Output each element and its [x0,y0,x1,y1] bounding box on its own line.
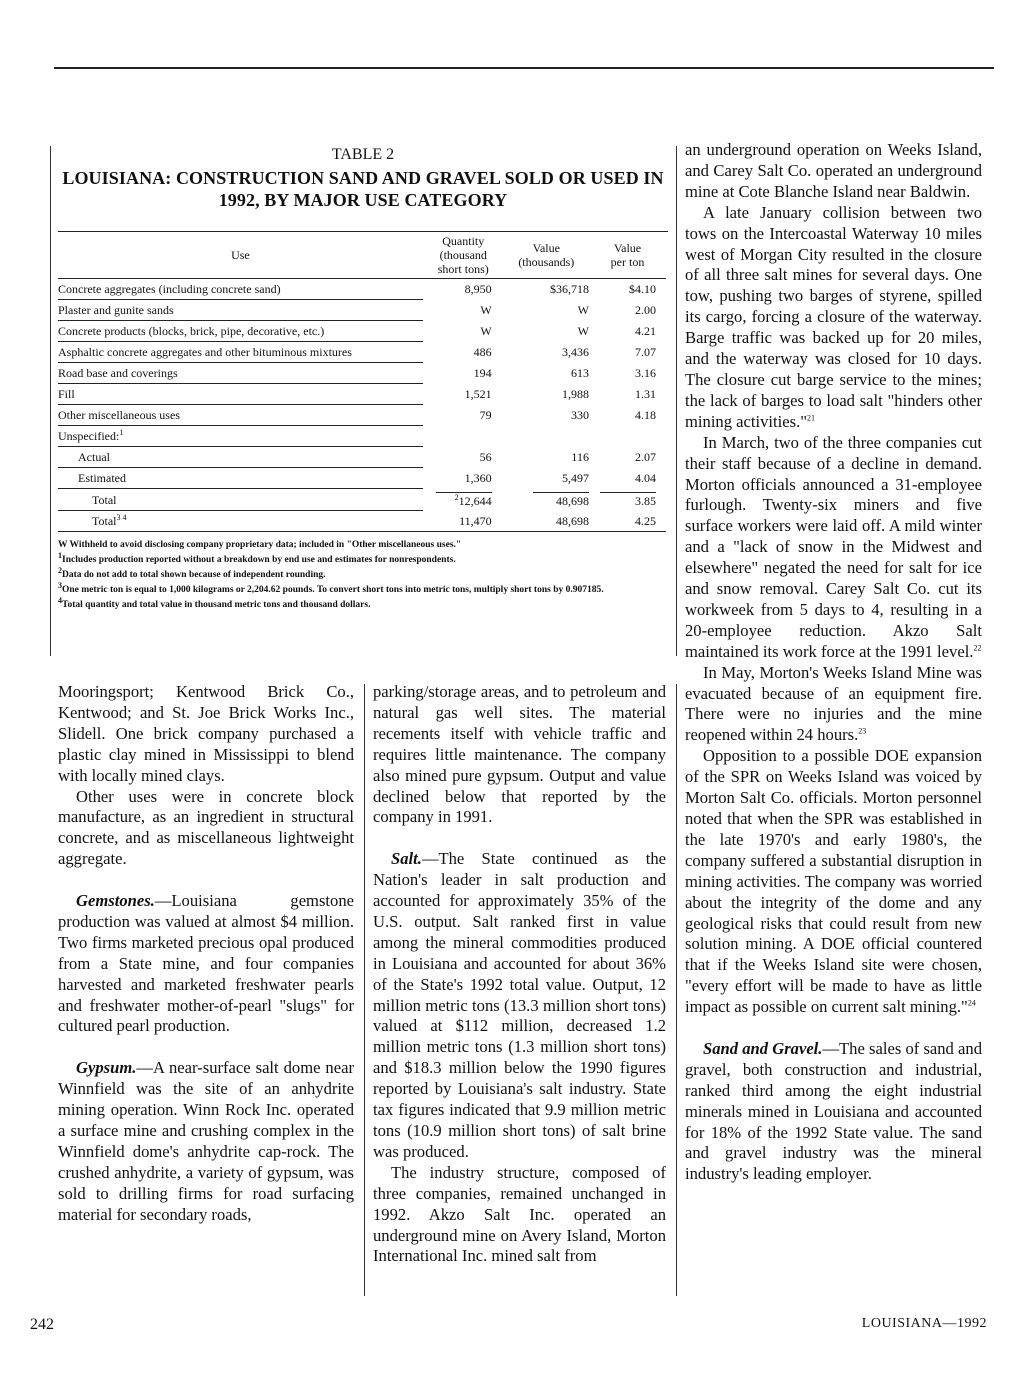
paragraph [685,203,982,433]
header-quantity [423,232,504,279]
row-quantity-text: 12,644 [458,493,492,508]
footnote-4 [58,595,668,613]
paragraph: parking/storage areas, and to petroleum and natural gas well sites. The material recements itself with vehicle traffic and requires little maintenance. The company also mined pure gypsum. Output and value declined below that reported by the company in 1991. [373,682,666,827]
header-value-line-1: Value [532,241,560,255]
row-value: 48,698 [504,511,589,532]
table-row [58,279,666,300]
paragraph-text: —Louisiana gemstone production was valued at almost $4 million. Two firms marketed precious opal produced from a State mine, and four companies harvested and marketed freshwater pearls and freshwater mother-of-pearl "slugs" for cultured pearl production. [58,891,354,1036]
paragraph-text: Opposition to a possible DOE expansion of the SPR on Weeks Island was voiced by Morton Salt Co. officials. Morton personnel noted that when the SPR was established in the late 1970's and early 1980's, the company suffered a substantial disruption in mining activities. The company was worried about the integrity of the dome and any geological risks that could result from new solution mining. A DOE official countered that if the Weeks Island site were chosen, "every effort will be made to have as little impact as possible on current salt mining." [685,746,982,1017]
table-row [58,426,666,447]
row-use: Other miscellaneous uses [58,405,423,426]
section-heading-salt: Salt. [391,849,422,869]
header-quantity-line-2: (thousand [439,248,487,262]
row-quantity: 79 [479,408,492,422]
table-title-line-1: LOUISIANA: CONSTRUCTION SAND AND GRAVEL SOLD OR USED IN [62,168,664,188]
table-title-line-2: 1992, BY MAJOR USE CATEGORY [218,190,508,210]
row-value: W [577,303,589,317]
footnote-text: Data do not add to total shown because of independent rounding. [62,570,326,580]
table-title [58,167,668,211]
row-value: 613 [570,366,589,380]
row-quantity: 11,470 [423,511,504,532]
row-per-ton [589,426,666,447]
paragraph-salt [373,849,666,1163]
paragraph-text: —The State continued as the Nation's leader in salt production and accounted for approximately 35% of the U.S. output. Salt ranked first in value among the mineral commodities produced in Louisiana and accounted for about 36% of the State's 1992 total value. Output, 12 million metric tons (13.3 million short tons) valued at $112 million, decreased 1.2 million metric tons (1.3 million short tons) and $18.3 million below the 1990 figures reported by Louisiana's salt industry. State tax figures indicated that 9.9 million metric tons (10.9 million short tons) of salt brine was produced. [373,849,666,1161]
header-quantity-line-3: short tons) [437,262,489,276]
footnote-mark: 4 [58,595,62,605]
paragraph-text: —The sales of sand and gravel, both construction and industrial, ranked third among the eight industrial minerals mined in Louisiana and accounted for 18% of the 1992 State value. The sand and gravel industry was the mineral industry's leading employer. [685,1038,982,1184]
footnote-mark: 22 [973,643,982,653]
row-per-ton: 7.07 [635,345,656,359]
row-per-ton: 4.21 [635,324,656,338]
paragraph-gypsum [58,1058,354,1225]
footnote-mark: 1 [119,428,124,437]
table-caption: TABLE 2 [331,146,395,163]
footnote-text: Total quantity and total value in thousand metric tons and thousand dollars. [62,600,371,610]
table-row [58,342,666,363]
row-per-ton: $4.10 [629,282,656,297]
running-title: LOUISIANA—1992 [861,1316,987,1331]
footnote-mark: 21 [807,413,815,423]
data-table [58,232,666,532]
section-heading-gypsum: Gypsum. [76,1058,137,1078]
text-column-1 [58,682,354,1226]
footnote-mark: 23 [858,726,867,736]
paragraph-text: In May, Morton's Weeks Island Mine was evacuated because of an equipment fire. There were no injuries and the mine reopened within 24 hours. [685,662,982,745]
column-rule-table-right [676,146,677,656]
row-value: 1,988 [561,387,589,401]
footnote-1 [58,550,668,568]
section-heading-sand-gravel: Sand and Gravel. [703,1038,823,1058]
row-value [504,489,589,511]
text-column-2 [373,682,666,1267]
column-rule-right [676,684,677,1296]
footnote-3 [58,580,668,598]
row-use-text: Total [92,514,117,528]
footnote-w: W Withheld to avoid disclosing company proprietary data; included in "Other miscellaneous uses." [58,540,462,550]
row-per-ton: 4.25 [589,511,666,532]
table-row [58,489,666,511]
row-value: 3,436 [561,345,589,359]
row-use: Total [58,489,423,511]
footnote-mark: 1 [58,550,62,560]
footnote-mark: 2 [454,492,459,502]
top-rule [54,67,994,69]
row-per-ton: 2.07 [635,450,656,464]
table-row [58,384,666,405]
row-per-ton: 1.31 [635,387,656,401]
row-use: Plaster and gunite sands [58,300,423,321]
row-use: Road base and coverings [58,363,423,384]
column-rule-table-left [50,146,51,656]
row-value: 5,497 [561,471,589,485]
table-row [58,363,666,384]
row-value: 116 [571,450,589,464]
row-quantity [423,426,504,447]
paragraph-gemstones [58,891,354,1037]
header-quantity-line-1: Quantity [442,234,485,248]
table-row [58,447,666,468]
table-row [58,468,666,489]
row-use: Concrete products (blocks, brick, pipe, decorative, etc.) [58,321,423,342]
footnote-mark: 3 [58,580,62,590]
paragraph-text: A late January collision between two tows on the Intercoastal Waterway 10 miles west of Morgan City resulted in the closure of all three salt mines for several days. One tow, pushing two barges of styrene, spilled its cargo, forcing a closure of the waterway. Barge traffic was backed up for 20 miles, and the waterway was closed for 10 days. The closure cut barge service to the mines; the lack of barges to load salt "hinders other mining activities." [685,202,982,431]
paragraph: an underground operation on Weeks Island, and Carey Salt Co. operated an underground mine at Cote Blanche Island near Baldwin. [685,140,982,201]
row-quantity: 486 [473,345,492,359]
row-use: Estimated [58,468,423,489]
paragraph-sand-gravel [685,1039,982,1185]
row-quantity: 194 [473,366,492,380]
row-use: Asphaltic concrete aggregates and other bituminous mixtures [58,342,423,363]
table-2 [58,145,668,613]
header-per-ton-line-2: per ton [610,255,645,269]
column-rule-left [364,684,365,1296]
header-per-ton-line-1: Value [613,241,642,255]
table-row [58,300,666,321]
header-per-ton [589,232,666,279]
table-header-row [58,232,666,279]
text-column-3 [685,140,982,1185]
row-use: Fill [58,384,423,405]
section-heading-gemstones: Gemstones. [76,891,155,911]
paragraph [685,746,982,1018]
paragraph: The industry structure, composed of three companies, remained unchanged in 1992. Akzo Salt Inc. operated an underground mine on Avery Island, Morton International Inc. mined salt from [373,1162,666,1266]
paragraph-text: —A near-surface salt dome near Winnfield was the site of an anhydrite mining operation. Winn Rock Inc. operated a surface mine and crushing complex in the Winnfield dome's anhydrite cap-rock. The crushed anhydrite, a variety of gypsum, was sold to drilling firms for road surfacing material for secondary roads, [58,1058,354,1224]
table-row [58,321,666,342]
row-value: 330 [570,408,589,422]
row-quantity [423,489,504,511]
row-quantity: 56 [479,450,492,464]
row-use-text: Unspecified: [58,429,120,443]
row-value [504,426,589,447]
paragraph: Mooringsport; Kentwood Brick Co., Kentwood; and St. Joe Brick Works Inc., Slidell. One brick company purchased a plastic clay mined in Mississippi to blend with locally mined clays. [58,682,354,785]
row-use [58,511,423,532]
footnote-mark: 2 [58,565,62,575]
row-quantity: 8,950 [464,282,492,297]
table-row [58,405,666,426]
header-value-line-2: (thousands) [518,255,575,269]
row-value-text: 48,698 [533,492,589,508]
row-per-ton-text: 3.85 [600,492,656,508]
row-per-ton [589,489,666,511]
footnote-text: Includes production reported without a breakdown by end use and estimates for nonrespondents. [62,555,456,565]
footnote-mark: 24 [967,998,976,1008]
row-use: Actual [58,447,423,468]
page-number: 242 [30,1316,54,1333]
row-quantity: 1,521 [464,387,492,401]
row-quantity: 1,360 [464,471,492,485]
paragraph: Other uses were in concrete block manufacture, as an ingredient in structural concrete, and as miscellaneous lightweight aggregate. [58,786,354,869]
row-quantity: W [480,324,492,338]
row-per-ton: 4.04 [635,471,656,485]
row-value: W [577,324,589,338]
row-use: Concrete aggregates (including concrete sand) [58,279,423,300]
row-use [58,426,423,447]
header-value [504,232,589,279]
row-per-ton: 4.18 [635,408,656,422]
header-use: Use [58,232,423,279]
row-per-ton: 2.00 [635,303,656,317]
table-footnotes [58,538,668,613]
row-value: $36,718 [549,282,589,297]
paragraph [685,663,982,747]
paragraph [685,433,982,663]
row-quantity-value [436,492,492,508]
row-quantity: W [480,303,492,317]
footnote-2 [58,565,668,583]
table-row [58,511,666,532]
row-per-ton: 3.16 [635,366,656,380]
paragraph-text: In March, two of the three companies cut their staff because of a decline in demand. Morton officials announced a 31-employee furlough. Twenty-six miners and five surface workers were laid off. A mild winter and a "lack of snow in the Midwest and elsewhere" negated the need for salt for ice and snow removal. Carey Salt Co. cut its workweek from 5 days to 4, resulting in a 20-employee reduction. Akzo Salt maintained its work force at the 1991 level. [685,432,982,661]
footnote-text: One metric ton is equal to 1,000 kilograms or 2,204.62 pounds. To convert short tons into metric tons, multiply short tons by 0.907185. [62,585,604,595]
footnote-mark: 3 4 [116,513,127,522]
